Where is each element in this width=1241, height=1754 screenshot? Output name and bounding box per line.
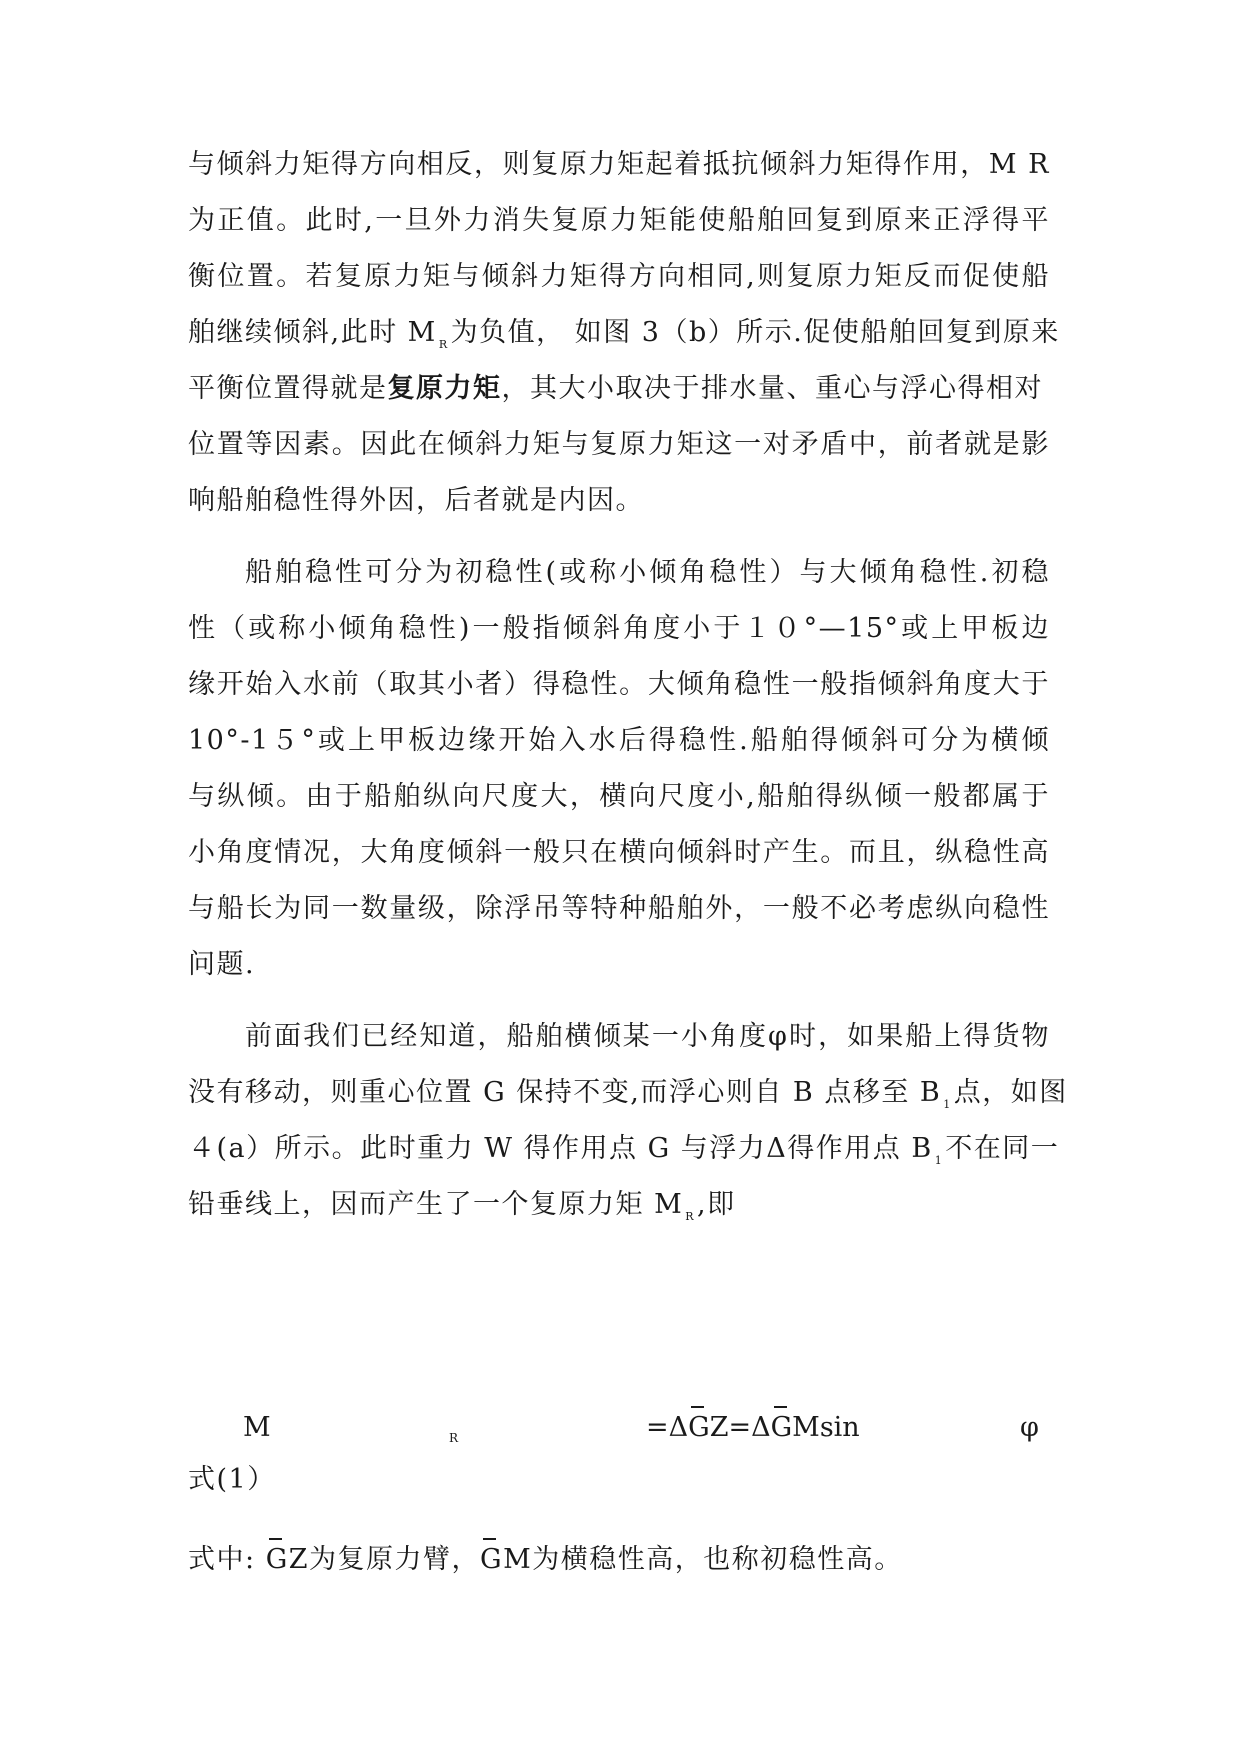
text-span: ，其大小取决于排水量、重心与浮心得相对 (501, 373, 1043, 404)
subscript: 1 (943, 1098, 952, 1111)
overlined-gm: GM (771, 1408, 820, 1448)
equation-text: sin (819, 1412, 860, 1443)
paragraph-line: 小角度情况，大角度倾斜一般只在横向倾斜时产生。而且，纵稳性高 (188, 837, 1050, 868)
paragraph-line: 与倾斜力矩得方向相反，则复原力矩起着抵抗倾斜力矩得作用，M R (188, 149, 1050, 180)
paragraph-line: 与船长为同一数量级，除浮吊等特种船舶外，一般不必考虑纵向稳性 (188, 893, 1050, 924)
bold-term: 复原力矩 (387, 373, 502, 404)
equation-m: M (243, 1412, 271, 1443)
text-span: 点，如图 (953, 1077, 1068, 1108)
text-span: 没有移动，则重心位置 G 保持不变,而浮心则自 B 点移至 B (188, 1077, 942, 1108)
equation-text: =Δ (646, 1412, 689, 1443)
overlined-gz: GZ (688, 1408, 728, 1448)
text-span: 式中: (188, 1544, 266, 1575)
paragraph-line: 前面我们已经知道，船舶横倾某一小角度φ时，如果船上得货物 (245, 1021, 1050, 1052)
paragraph-line: 缘开始入水前（取其小者）得稳性。大倾角稳性一般指倾斜角度大于 (188, 669, 1050, 700)
definition-line (188, 1540, 1050, 1580)
text-span: ,即 (697, 1189, 736, 1220)
text-span: ４(a）所示。此时重力 W 得作用点 G 与浮力Δ得作用点 B (188, 1133, 933, 1164)
overlined-gm: GM (480, 1540, 532, 1580)
paragraph-line: 为正值。此时,一旦外力消失复原力矩能使船舶回复到原来正浮得平 (188, 205, 1050, 236)
text-span: 舶继续倾斜,此时 M (188, 317, 437, 348)
text-span: 为横稳性高，也称初稳性高。 (532, 1544, 903, 1575)
equation-body (646, 1408, 860, 1448)
paragraph-line: 响船舶稳性得外因，后者就是内因。 (188, 485, 644, 516)
subscript: R (685, 1210, 696, 1223)
paragraph-line (188, 1185, 1050, 1230)
overlined-gz: GZ (266, 1540, 309, 1580)
equation-label: 式(1） (188, 1464, 276, 1495)
paragraph-line: 位置等因素。因此在倾斜力矩与复原力矩这一对矛盾中，前者就是影 (188, 429, 1050, 460)
equation-subscript-r: R (449, 1431, 459, 1445)
paragraph-line: 性（或称小倾角稳性)一般指倾斜角度小于１０°—15°或上甲板边 (188, 613, 1050, 644)
text-span: 不在同一 (945, 1133, 1060, 1164)
text-span: 为复原力臂， (309, 1544, 481, 1575)
paragraph-line: 问题. (188, 949, 256, 980)
subscript: 1 (934, 1154, 944, 1167)
paragraph-line: 衡位置。若复原力矩与倾斜力矩得方向相同,则复原力矩反而促使船 (188, 261, 1050, 292)
paragraph-line: 与纵倾。由于船舶纵向尺度大，横向尺度小,船舶得纵倾一般都属于 (188, 781, 1050, 812)
text-span: 铅垂线上，因而产生了一个复原力矩 M (188, 1189, 684, 1220)
paragraph-line (188, 1073, 1068, 1118)
paragraph-line: 船舶稳性可分为初稳性(或称小倾角稳性）与大倾角稳性.初稳 (245, 557, 1050, 588)
paragraph-line (188, 313, 1060, 358)
equation-text: =Δ (728, 1412, 771, 1443)
text-span: 平衡位置得就是 (188, 373, 388, 404)
paragraph-line (188, 369, 1050, 409)
paragraph-line: 10°-1５°或上甲板边缘开始入水后得稳性.船舶得倾斜可分为横倾 (188, 725, 1050, 756)
paragraph-line (188, 1129, 1060, 1174)
subscript: R (438, 338, 449, 351)
equation-phi: φ (1020, 1412, 1039, 1443)
text-span: 为负值， 如图 3（b）所示.促使船舶回复到原来 (450, 317, 1060, 348)
